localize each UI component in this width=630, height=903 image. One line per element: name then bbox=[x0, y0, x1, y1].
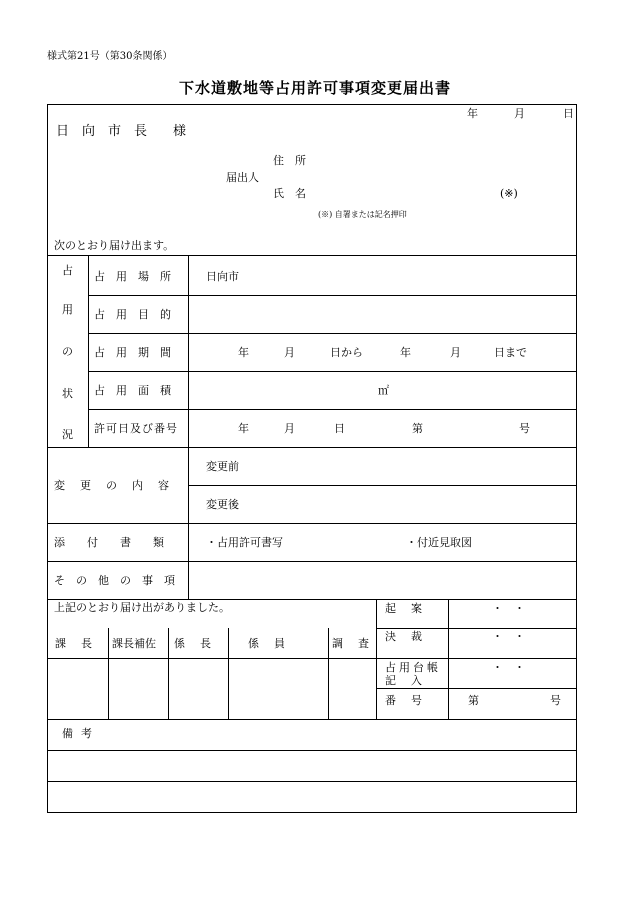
remarks-label: 備考 bbox=[62, 727, 100, 740]
place-value: 日向市 bbox=[206, 270, 239, 283]
date-month: 月 bbox=[514, 107, 525, 120]
applicant-address-label: 住 所 bbox=[273, 154, 306, 167]
permit-month: 月 bbox=[284, 422, 295, 435]
change-after: 変更後 bbox=[206, 498, 239, 511]
applicant-label: 届出人 bbox=[226, 171, 259, 184]
seal-mark: (※) bbox=[500, 187, 518, 200]
occupancy-side-char-3: の bbox=[62, 345, 73, 358]
bango-dai: 第 bbox=[468, 694, 479, 707]
applicant-name-label: 氏 名 bbox=[273, 187, 306, 200]
bango-go: 号 bbox=[550, 694, 561, 707]
change-label: 変更の内容 bbox=[54, 479, 184, 492]
period-month-1: 月 bbox=[284, 346, 295, 359]
purpose-label: 占用目的 bbox=[94, 308, 182, 321]
attachments-label: 添付書類 bbox=[54, 536, 186, 549]
period-day-to: 日まで bbox=[494, 346, 527, 359]
period-month-2: 月 bbox=[450, 346, 461, 359]
occupancy-side-char-4: 状 bbox=[62, 387, 73, 400]
daicho-date-dots: ・ ・ bbox=[492, 661, 525, 674]
role-kacho-hosa: 課長補佐 bbox=[112, 637, 156, 650]
kian-date-dots: ・ ・ bbox=[492, 602, 525, 615]
permit-year: 年 bbox=[238, 422, 249, 435]
permit-go: 号 bbox=[519, 422, 530, 435]
intro-text: 次のとおり届け出ます。 bbox=[54, 239, 175, 252]
addressee: 日 向 市 長 様 bbox=[56, 124, 187, 139]
permit-label: 許可日及び番号 bbox=[94, 422, 178, 435]
bango-label: 番号 bbox=[385, 694, 437, 707]
role-kakariin: 係員 bbox=[248, 637, 300, 650]
occupancy-side-char-5: 況 bbox=[62, 428, 73, 441]
period-year-1: 年 bbox=[238, 346, 249, 359]
occupancy-side-char-1: 占 bbox=[62, 264, 73, 277]
period-label: 占用期間 bbox=[94, 346, 182, 359]
occupancy-side-char-2: 用 bbox=[62, 303, 73, 316]
change-before: 変更前 bbox=[206, 460, 239, 473]
date-day: 日 bbox=[563, 107, 574, 120]
attachment-map: ・付近見取図 bbox=[406, 536, 472, 549]
role-kacho: 課長 bbox=[55, 637, 107, 650]
daicho-label-2: 記入 bbox=[385, 674, 437, 687]
kessai-label: 決裁 bbox=[385, 630, 437, 643]
received-text: 上記のとおり届け出がありました。 bbox=[54, 601, 230, 614]
kessai-date-dots: ・ ・ bbox=[492, 630, 525, 643]
role-kakaricho: 係長 bbox=[174, 637, 226, 650]
permit-dai: 第 bbox=[412, 422, 423, 435]
date-year: 年 bbox=[467, 107, 478, 120]
daicho-label-1: 占用台帳 bbox=[385, 661, 441, 674]
form-title: 下水道敷地等占用許可事項変更届出書 bbox=[178, 79, 451, 97]
area-label: 占用面積 bbox=[94, 384, 182, 397]
period-day-from: 日から bbox=[330, 346, 363, 359]
form-table bbox=[47, 104, 577, 813]
attachment-permit-copy: ・占用許可書写 bbox=[206, 536, 283, 549]
kian-label: 起案 bbox=[385, 602, 437, 615]
area-unit: ㎡ bbox=[378, 384, 389, 397]
signature-note: (※) 自署または記名押印 bbox=[318, 210, 407, 219]
place-label: 占用場所 bbox=[94, 270, 182, 283]
role-chosa: 調査 bbox=[332, 637, 384, 650]
period-year-2: 年 bbox=[400, 346, 411, 359]
other-label: その他の事項 bbox=[54, 574, 186, 587]
permit-day: 日 bbox=[334, 422, 345, 435]
form-number: 様式第21号（第30条関係） bbox=[47, 51, 173, 62]
